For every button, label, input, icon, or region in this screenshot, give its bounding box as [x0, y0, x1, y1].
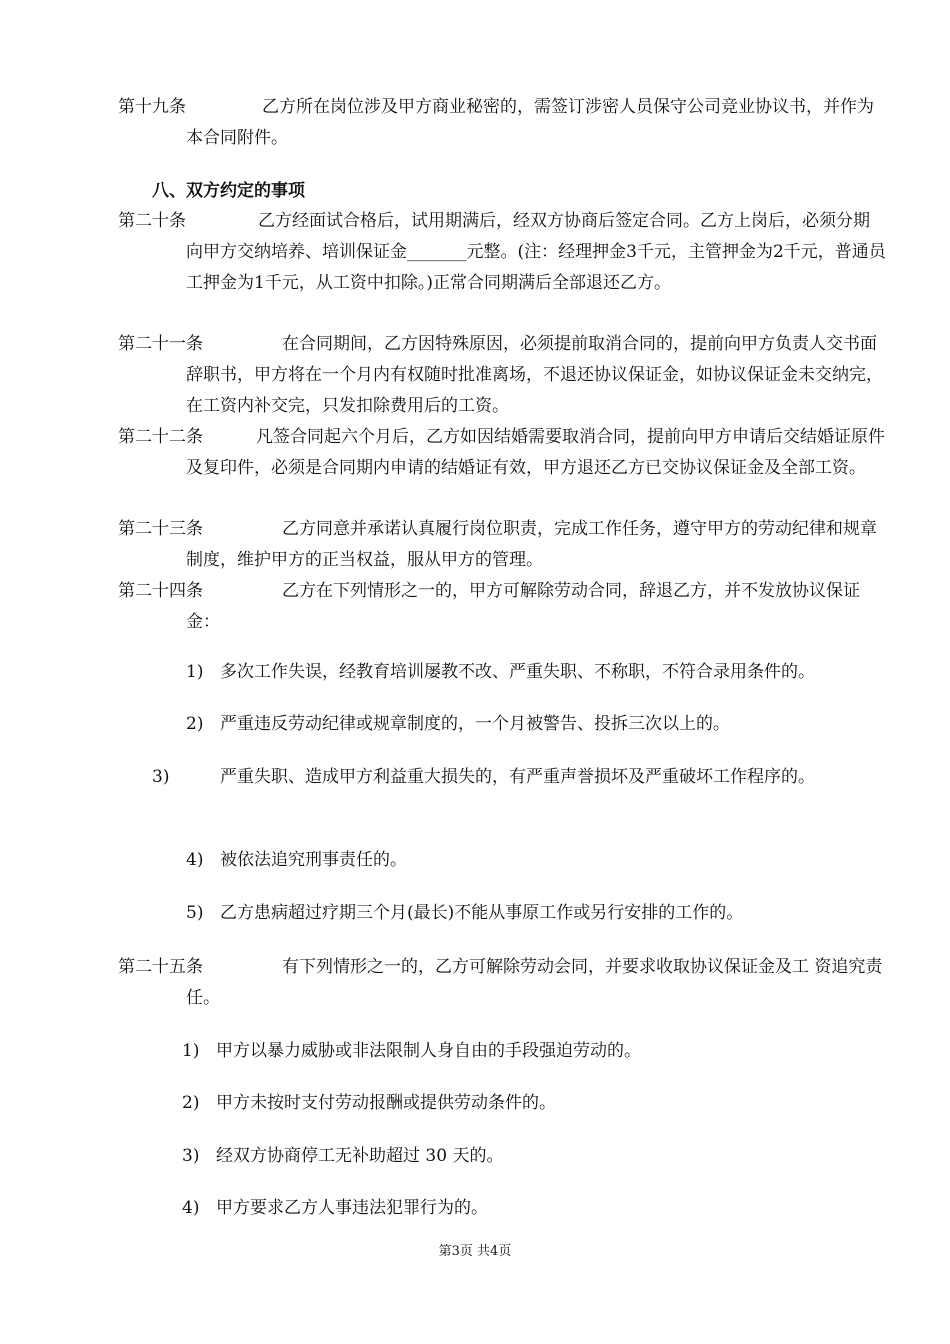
list-item [182, 1036, 862, 1067]
item-text: 甲方要求乙方人事违法犯罪行为的。 [216, 1198, 488, 1218]
item-number: 3) [182, 1146, 200, 1166]
item-text: 甲方未按时支付劳动报酬或提供劳动条件的。 [216, 1093, 556, 1113]
item-text: 严重违反劳动纪律或规章制度的，一个月被警告、投拆三次以上的。 [220, 714, 730, 734]
article-label: 第二十五条 [118, 957, 203, 977]
item-number: 4) [186, 850, 204, 870]
article-text: 有下列情形之一的，乙方可解除劳动会同，并要求收取协议保证金及工 资追究责任。 [186, 957, 883, 1008]
item-number: 5) [186, 903, 204, 923]
page-footer: 第3页 共4页 [438, 1244, 512, 1259]
article-25 [118, 952, 886, 1014]
list-item [152, 762, 888, 793]
article-label: 第十九条 [118, 97, 186, 117]
article-label: 第二十二条 [118, 427, 203, 447]
article-19 [118, 92, 886, 154]
list-item [186, 657, 866, 688]
list-item [186, 709, 866, 740]
item-text: 多次工作失误，经教育培训屡教不改、严重失职、不称职，不符合录用条件的。 [220, 662, 815, 682]
item-number: 1) [186, 662, 204, 682]
list-item [182, 1141, 862, 1172]
item-number: 2) [186, 714, 204, 734]
section-heading: 八、双方约定的事项 [152, 181, 305, 201]
article-23 [118, 514, 886, 576]
article-text: 乙方经面试合格后，试用期满后，经双方协商后签定合同。乙方上岗后，必须分期向甲方交纳培养、培训保证金_______元整。(注：经理押金3千元，主管押金为2千元，普通员工押金为1千元，从工资中扣除。)正常合同期满后全部退还乙方。 [186, 211, 886, 293]
item-text: 甲方以暴力威胁或非法限制人身自由的手段强迫劳动的。 [216, 1041, 641, 1061]
article-label: 第二十条 [118, 211, 186, 231]
item-text: 严重失职、造成甲方利益重大损失的，有严重声誉损坏及严重破坏工作程序的。 [220, 767, 815, 787]
item-text: 被依法追究刑事责任的。 [220, 850, 407, 870]
item-number: 4) [182, 1198, 200, 1218]
item-text: 乙方患病超过疗期三个月(最长)不能从事原工作或另行安排的工作的。 [220, 903, 744, 923]
list-item [182, 1193, 862, 1224]
list-item [186, 898, 866, 929]
article-20 [118, 206, 886, 299]
article-22 [118, 422, 886, 484]
article-24 [118, 576, 886, 638]
article-text: 乙方所在岗位涉及甲方商业秘密的，需签订涉密人员保守公司竞业协议书，并作为本合同附件。 [186, 97, 874, 148]
list-item [186, 845, 866, 876]
item-text: 经双方协商停工无补助超过 30 天的。 [216, 1146, 504, 1166]
article-label: 第二十一条 [118, 334, 203, 354]
article-text: 凡签合同起六个月后，乙方如因结婚需要取消合同，提前向甲方申请后交结婚证原件及复印件，必须是合同期内申请的结婚证有效，甲方退还乙方已交协议保证金及全部工资。 [186, 427, 885, 478]
article-label: 第二十四条 [118, 581, 203, 601]
item-number: 2) [182, 1093, 200, 1113]
item-number: 1) [182, 1041, 200, 1061]
article-text: 乙方同意并承诺认真履行岗位职责，完成工作任务，遵守甲方的劳动纪律和规章制度，维护甲方的正当权益，服从甲方的管理。 [186, 519, 877, 570]
list-item [182, 1088, 862, 1119]
item-number: 3) [152, 767, 170, 787]
article-label: 第二十三条 [118, 519, 203, 539]
article-text: 在合同期间，乙方因特殊原因，必须提前取消合同的，提前向甲方负责人交书面辞职书，甲方将在一个月内有权随时批准离场，不退还协议保证金，如协议保证金未交纳完，在工资内补交完，只发扣除费用后的工资。 [186, 334, 883, 416]
article-text: 乙方在下列情形之一的，甲方可解除劳动合同，辞退乙方，并不发放协议保证金： [186, 581, 860, 632]
article-21 [118, 329, 886, 422]
